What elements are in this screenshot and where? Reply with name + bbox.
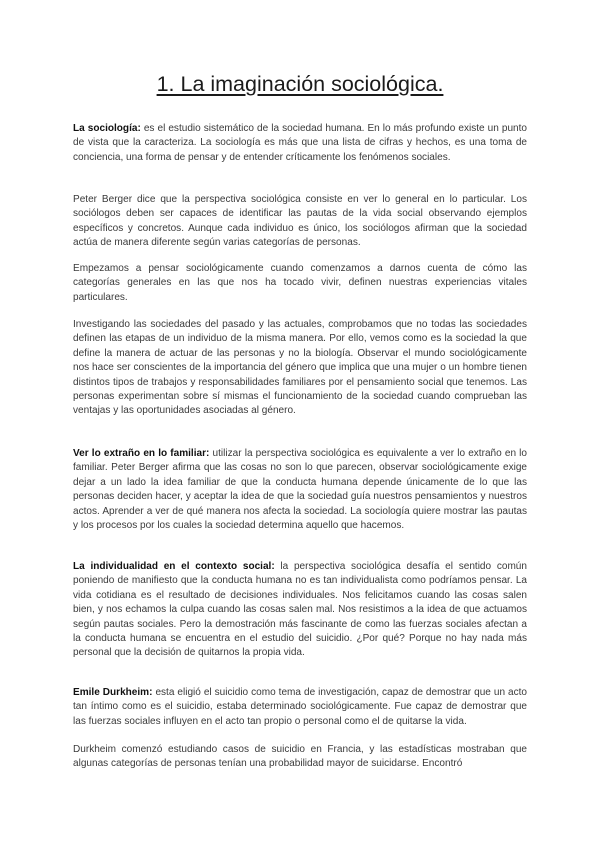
page-title: 1. La imaginación sociológica. bbox=[156, 72, 444, 96]
paragraph-lead: Emile Durkheim: bbox=[73, 687, 153, 698]
paragraph-text: la perspectiva sociológica desafía el sentido común poniendo de manifiesto que la conducta humana no es tan individualista como podríamos pensar. La vida cotidiana es el resultado de decisiones individuales. Nos felicitamos cuando las cosas salen bien, y nos echamos la culpa cuando las cosas salen mal. Nos resistimos a la idea de que actuamos según pautas sociales. Pero la demostración más fascinante de como las fuerzas sociales afectan a la conducta humana se encuentra en el estudio del suicidio. ¿Por qué? Porque no hay nada más personal que la decisión de quitarnos la propia vida. bbox=[73, 561, 527, 659]
paragraph-lead: La sociología: bbox=[73, 123, 141, 134]
paragraph-text: Investigando las sociedades del pasado y las actuales, comprobamos que no todas las sociedades definen las etapas de un individuo de la misma manera. Por ello, vemos como es la sociedad la que define la manera de actuar de las personas y no la biología. Observar el mundo sociológicamente nos hace ser conscientes de la importancia del género que implica que una mujer o un hombre tienen distintos tipos de trabajos y responsabilidades familiares por el pensamiento social que tenemos. Las personas experimentan sobre sí mismas el funcionamiento de la sociedad cuando comprueban las ventajas y las oportunidades asociadas al género. bbox=[73, 319, 527, 417]
paragraph-sociedades bbox=[73, 318, 527, 419]
paragraph-berger bbox=[73, 193, 527, 251]
paragraph-lead: Ver lo extraño en lo familiar: bbox=[73, 448, 210, 459]
paragraph-text: Peter Berger dice que la perspectiva sociológica consiste en ver lo general en lo particular. Los sociólogos deben ser capaces de identificar las pautas de la vida social observando ejemplos específicos y concretos. Aunque cada individuo es único, los sociólogos afirman que la sociedad actúa de manera diferente según varias categorías de personas. bbox=[73, 194, 527, 249]
paragraph-lead: La individualidad en el contexto social: bbox=[73, 561, 275, 572]
paragraph-text: utilizar la perspectiva sociológica es equivalente a ver lo extraño en lo familiar. Peter Berger afirma que las cosas no son lo que parecen, observar sociológicamente exige dejar a un lado la idea familiar de que la conducta humana depende únicamente de lo que las personas deciden hacer, y aceptar la idea de que la sociedad guía nuestros pensamientos y nuestros actos. Aprender a ver de qué manera nos afecta la sociedad. La sociología quiere mostrar las pautas y los procesos por los cuales la sociedad determina aquello que hacemos. bbox=[73, 448, 528, 532]
paragraph-extrano bbox=[73, 447, 527, 533]
paragraph-durkheim bbox=[73, 686, 527, 729]
paragraph-text: es el estudio sistemático de la sociedad humana. En lo más profundo existe un punto de vista que la caracteriza. La sociología es más que una lista de cifras y hechos, es una toma de conciencia, una forma de pensar y de entender críticamente los fenómenos sociales. bbox=[73, 123, 528, 163]
paragraph-text: esta eligió el suicidio como tema de investigación, capaz de demostrar que un acto tan íntimo como es el suicidio, estaba determinado sociológicamente. Fue capaz de demostrar que las fuerzas sociales influyen en el acto tan propio o personal como el de quitarse la vida. bbox=[73, 687, 527, 727]
paragraph-text: Empezamos a pensar sociológicamente cuando comenzamos a darnos cuenta de cómo las categorías generales en las que nos ha tocado vivir, definen nuestras experiencias vitales particulares. bbox=[73, 263, 527, 303]
paragraph-durkheim-francia bbox=[73, 743, 527, 772]
paragraph-text: Durkheim comenzó estudiando casos de suicidio en Francia, y las estadísticas mostraban que algunas categorías de personas tenían una probabilidad mayor de suicidarse. Encontró bbox=[73, 744, 527, 770]
paragraph-pensar bbox=[73, 262, 527, 305]
paragraph-definition bbox=[73, 122, 527, 165]
paragraph-individualidad bbox=[73, 560, 527, 661]
